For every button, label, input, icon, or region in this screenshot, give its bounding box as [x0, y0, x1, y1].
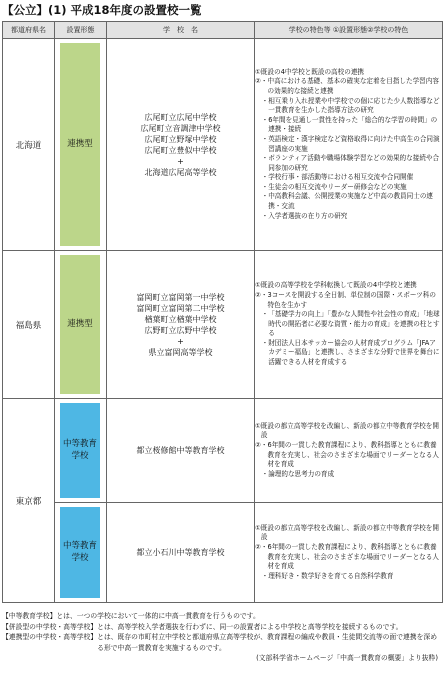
footnote-item [2, 611, 442, 622]
features-cell [255, 39, 443, 251]
feature-item: ・ ボランティア活動や職場体験学習などの効果的な接続や合同参加の研究 [255, 154, 440, 172]
plus-sign: + [177, 156, 184, 166]
form-badge: 連携型 [60, 255, 100, 394]
school-list [107, 39, 255, 251]
footnote-term: 【中等教育学校】 [2, 612, 57, 620]
form-badge: 連携型 [60, 43, 100, 246]
form-cell [55, 503, 107, 603]
school-name: 県立富岡高等学校 [148, 347, 213, 357]
school-list [107, 251, 255, 399]
table-row [3, 399, 443, 503]
prefecture-cell: 東京都 [3, 399, 55, 603]
feature-item: ・ 財団法人日本サッカー協会の人材育成プログラム「JFAアカデミー福島」と連携し、さまざまな分野で世界を舞台に活躍できる人材を育成する [255, 338, 440, 367]
plus-sign: + [177, 336, 184, 346]
form-cell [55, 251, 107, 399]
feature-item: ・ 理科好き・数学好きを育てる自然科学教育 [255, 571, 394, 580]
schools-table [2, 21, 443, 603]
footnote-item [2, 632, 442, 653]
features-cell [255, 251, 443, 399]
footnotes [2, 611, 442, 664]
table-row [3, 251, 443, 399]
footnote-text: とは、一つの学校において一体的に中高一貫教育を行うものです。 [56, 612, 260, 620]
table-header-row [3, 22, 443, 39]
feature-item: ① 既設の都立高等学校を改編し、新設の都立中等教育学校を開設 [255, 523, 439, 542]
form-badge: 中等教育学校 [60, 403, 100, 498]
footnote-text: とは、高等学校入学者選抜を行わずに、同一の設置者による中学校と高等学校を接続するものです。 [97, 622, 403, 631]
feature-item: ・ 生徒会の相互交流やリーダー研修会などの実施 [255, 182, 407, 191]
table-row [3, 39, 443, 251]
feature-item: ・ 6年間を見通し一貫性を持った「総合的な学習の時間」の連携・接続 [255, 115, 438, 134]
form-badge: 中等教育学校 [60, 507, 100, 598]
feature-item: ②・ 3コースを開設する全日制、単位制の国際・スポーツ科の特色を生かす [255, 290, 436, 309]
header-form: 設置形態 [55, 22, 107, 39]
prefecture-cell: 福島県 [3, 251, 55, 399]
feature-item: ・ 英語検定・漢字検定など資格取得に向けた中高生の合同演習講座の実施 [255, 134, 440, 153]
school-list [107, 399, 255, 503]
feature-item: ・ 相互乗り入れ授業や中学校での個に応じた少人数指導など一貫教育を生かした指導方法の研究 [255, 96, 440, 115]
table-row [3, 503, 443, 603]
school-list [107, 503, 255, 603]
school-name: 都立小石川中等教育学校 [136, 548, 225, 557]
footnote-term: 【併設型の中学校・高等学校】 [2, 622, 98, 631]
feature-item: ・ 入学者選抜の在り方の研究 [255, 211, 348, 220]
prefecture-cell: 北海道 [3, 39, 55, 251]
feature-item: ・ 「基礎学力の向上」「豊かな人間性や社会性の育成」「地球時代の開拓者に必要な資質・能力の育成」を連携の柱とする [255, 310, 440, 338]
footnote-term: 【連携型の中学校・高等学校】 [2, 633, 98, 641]
footnote-text: とは、既存の市町村立中学校と都道府県立高等学校が、教育課程の編成や教員・生徒間交流等の面で連携を深める形で中高一貫教育を実施するものです。 [97, 633, 437, 652]
school-name: 広尾町立広尾中学校 [144, 112, 217, 122]
header-school: 学 校 名 [107, 22, 255, 39]
features-cell [255, 503, 443, 603]
header-features: 学校の特色等 ①設置形態②学校の特色 [255, 22, 443, 39]
feature-item: ① 既設の都立高等学校を改編し、新設の都立中等教育学校を開設 [255, 421, 439, 440]
school-name: 都立桜修館中等教育学校 [136, 446, 225, 455]
feature-item: ・ 中高教科会議、公開授業の実施など中高の教員同士の連携・交流 [255, 192, 434, 211]
school-name: 広尾町立野塚中学校 [144, 134, 217, 144]
header-prefecture: 都道府県名 [3, 22, 55, 39]
features-cell [255, 399, 443, 503]
feature-item: ① 既設の高等学校を学科転換して既設の4中学校と連携 [255, 281, 417, 290]
form-cell [55, 39, 107, 251]
school-name: 楢葉町立楢葉中学校 [144, 314, 217, 324]
footnote-item [2, 622, 442, 633]
feature-item: ① 既設の4中学校と既設の高校の連携 [255, 67, 365, 76]
school-name: 北海道広尾高等学校 [144, 167, 217, 177]
page-title: 【公立】(1) 平成18年度の設置校一覧 [2, 3, 202, 17]
feature-item: ・ 学校行事・部活動等における相互交流や合同開催 [255, 173, 414, 182]
feature-item: ・ 論理的な思考力の育成 [255, 469, 335, 478]
feature-item: ②・ 中高における基礎、基本の確実な定着を目指した学習内容の効果的な接続と連携 [255, 77, 439, 95]
school-name: 広尾町立豊似中学校 [144, 145, 217, 155]
school-name: 富岡町立富岡第一中学校 [136, 292, 225, 302]
school-name: 富岡町立富岡第二中学校 [136, 303, 225, 313]
feature-item: ②・ 6年間の一貫した教育課程により、教科指導とともに教養教育を充実し、社会のさまざまな場面でリーダーとなる人材を育成 [255, 440, 439, 469]
school-name: 広野町立広野中学校 [144, 325, 217, 335]
form-cell [55, 399, 107, 503]
school-name: 広尾町立音調津中学校 [140, 123, 221, 133]
feature-item: ②・ 6年間の一貫した教育課程により、教科指導とともに教養教育を充実し、社会のさまざまな場面でリーダーとなる人材を育成 [255, 542, 439, 571]
source-note: (文部科学省ホームページ「中高一貫教育の概要」より抜粋) [256, 654, 438, 662]
